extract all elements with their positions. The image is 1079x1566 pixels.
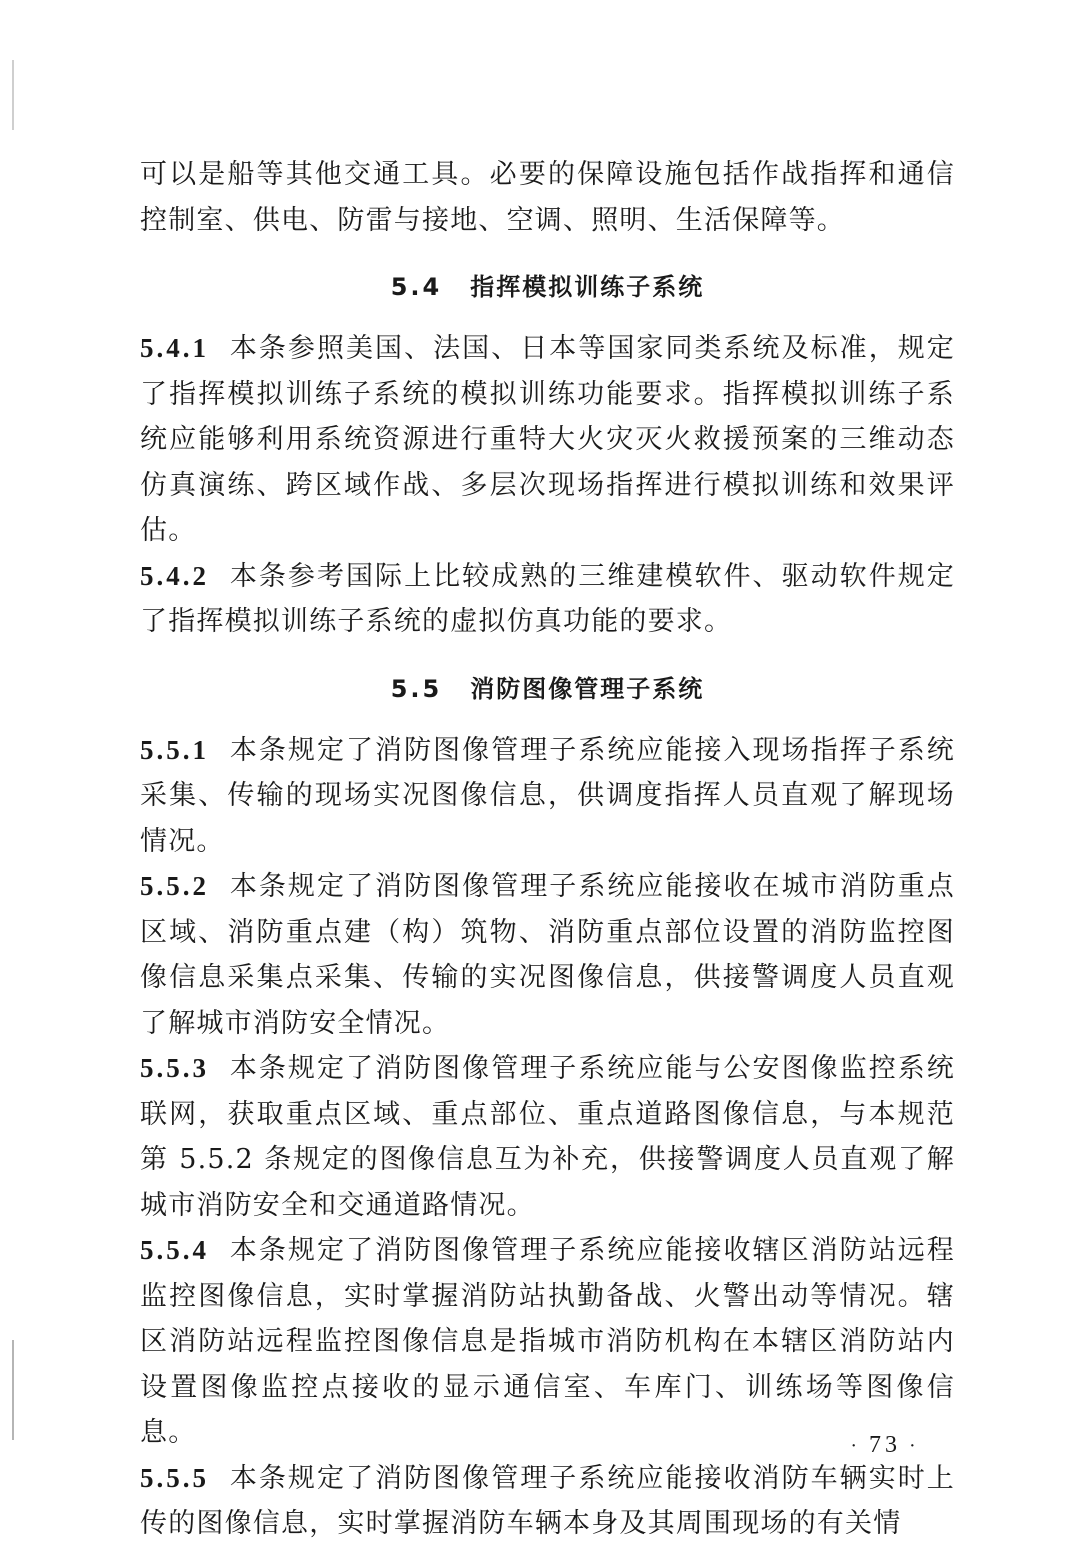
clause-text: 本条规定了消防图像管理子系统应能接收消防车辆实时上传的图像信息，实时掌握消防车辆本身及其周围现场的有关情 bbox=[140, 1462, 955, 1539]
section-title: 消防图像管理子系统 bbox=[470, 674, 705, 703]
clause-number: 5.4.1 bbox=[140, 333, 209, 363]
clause-5-4-2 bbox=[140, 554, 955, 645]
page-body bbox=[140, 152, 955, 1547]
clause-text: 本条参考国际上比较成熟的三维建模软件、驱动软件规定了指挥模拟训练子系统的虚拟仿真功能的要求。 bbox=[140, 560, 955, 637]
section-number: 5.4 bbox=[390, 273, 443, 301]
page-number-dot-left: · bbox=[850, 1435, 861, 1457]
clause-number: 5.5.2 bbox=[140, 871, 209, 901]
clause-5-5-4 bbox=[140, 1228, 955, 1456]
clause-5-5-3 bbox=[140, 1046, 955, 1228]
page-number bbox=[820, 1432, 950, 1459]
clause-text: 本条规定了消防图像管理子系统应能接收辖区消防站远程监控图像信息，实时掌握消防站执勤备战、火警出动等情况。辖区消防站远程监控图像信息是指城市消防机构在本辖区消防站内设置图像监控点接收的显示通信室、车库门、训练场等图像信息。 bbox=[140, 1235, 955, 1448]
clause-5-5-2 bbox=[140, 864, 955, 1046]
page-number-dot-right: · bbox=[909, 1435, 920, 1457]
page-number-value: 73 bbox=[869, 1432, 901, 1458]
scan-artifact-bottom bbox=[12, 1340, 14, 1440]
clause-number: 5.5.1 bbox=[140, 734, 209, 765]
clause-number: 5.5.3 bbox=[140, 1053, 209, 1083]
section-title: 指挥模拟训练子系统 bbox=[470, 273, 705, 301]
clause-number: 5.5.5 bbox=[140, 1462, 209, 1493]
scan-artifact-top bbox=[12, 60, 14, 130]
section-heading-5-4 bbox=[140, 265, 955, 310]
clause-5-5-1 bbox=[140, 728, 955, 865]
clause-text: 本条规定了消防图像管理子系统应能接收在城市消防重点区域、消防重点建（构）筑物、消防重点部位设置的消防监控图像信息采集点采集、传输的实况图像信息，供接警调度人员直观了解城市消防安全情况。 bbox=[140, 871, 955, 1039]
section-number: 5.5 bbox=[390, 674, 443, 703]
clause-text: 本条参照美国、法国、日本等国家同类系统及标准，规定了指挥模拟训练子系统的模拟训练功能要求。指挥模拟训练子系统应能够利用系统资源进行重特大火灾灭火救援预案的三维动态仿真演练、跨区域作战、多层次现场指挥进行模拟训练和效果评估。 bbox=[140, 333, 955, 546]
clause-5-5-5 bbox=[140, 1456, 955, 1547]
clause-text: 本条规定了消防图像管理子系统应能与公安图像监控系统联网，获取重点区域、重点部位、重点道路图像信息，与本规范第 5.5.2 条规定的图像信息互为补充，供接警调度人员直观了解城市消防安全和交通道路情况。 bbox=[140, 1053, 955, 1221]
clause-number: 5.5.4 bbox=[140, 1235, 209, 1265]
clause-text: 本条规定了消防图像管理子系统应能接入现场指挥子系统采集、传输的现场实况图像信息，供调度指挥人员直观了解现场情况。 bbox=[140, 734, 955, 857]
clause-number: 5.4.2 bbox=[140, 560, 209, 591]
section-heading-5-5 bbox=[140, 667, 955, 712]
intro-paragraph: 可以是船等其他交通工具。必要的保障设施包括作战指挥和通信控制室、供电、防雷与接地、空调、照明、生活保障等。 bbox=[140, 159, 955, 236]
clause-5-4-1 bbox=[140, 326, 955, 554]
